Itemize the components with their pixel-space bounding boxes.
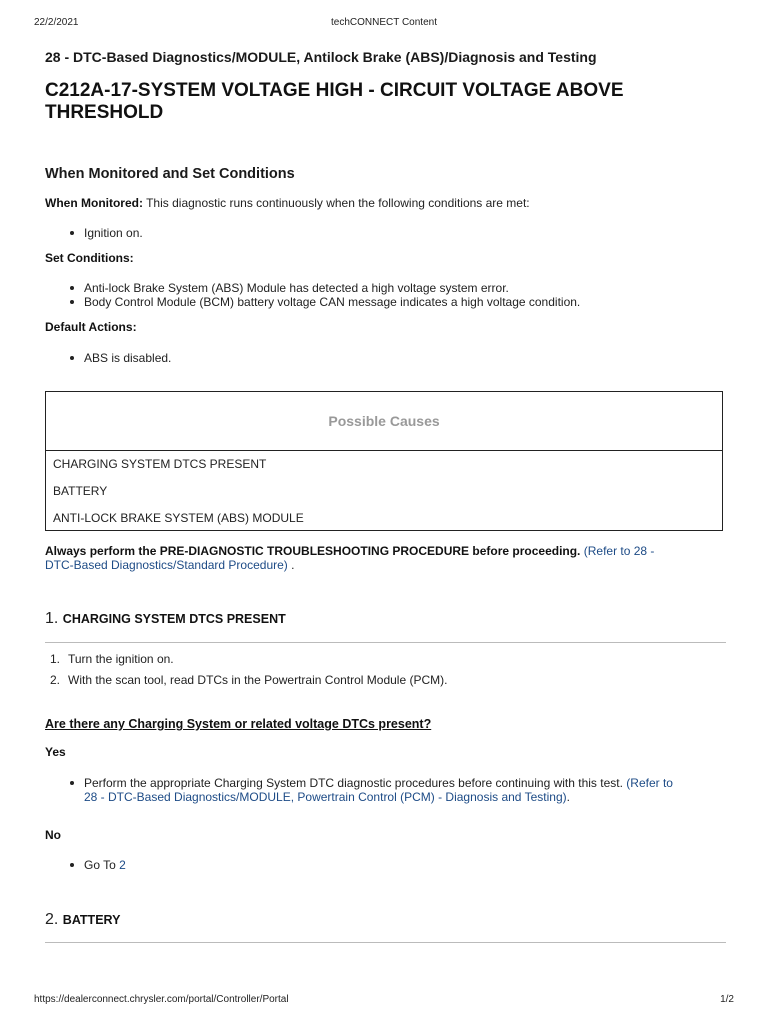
list-item — [45, 649, 725, 670]
step-2-heading — [45, 911, 120, 929]
when-monitored-label: When Monitored: — [45, 196, 143, 210]
yes-list — [45, 776, 725, 804]
yes-link[interactable]: 28 - DTC-Based Diagnostics/MODULE, Powertrain Control (PCM) - Diagnosis and Testing) — [84, 790, 567, 804]
footer-url: https://dealerconnect.chrysler.com/portal/Controller/Portal — [34, 994, 289, 1005]
yes-label: Yes — [45, 745, 66, 759]
step-2-title: BATTERY — [62, 913, 121, 927]
list-item — [45, 670, 725, 691]
pre-diagnostic-link[interactable]: DTC-Based Diagnostics/Standard Procedure) — [45, 558, 288, 572]
default-actions-label: Default Actions: — [45, 320, 137, 334]
default-actions-list — [45, 351, 725, 365]
set-conditions-list — [45, 281, 725, 309]
step-2-number: 2. — [45, 911, 59, 928]
pre-diagnostic-link-start[interactable]: (Refer to 28 - — [583, 544, 655, 558]
print-date: 22/2/2021 — [34, 17, 79, 28]
set-conditions-label: Set Conditions: — [45, 251, 134, 265]
list-item: ABS is disabled. — [45, 351, 725, 365]
list-number: 2. — [50, 673, 61, 687]
pre-diagnostic-tail: . — [287, 558, 295, 572]
pre-diagnostic-note — [45, 544, 725, 572]
list-text: With the scan tool, read DTCs in the Powertrain Control Module (PCM). — [68, 673, 448, 687]
table-row: CHARGING SYSTEM DTCS PRESENT — [53, 457, 267, 471]
when-monitored-text: This diagnostic runs continuously when the following conditions are met: — [142, 196, 530, 210]
list-number: 1. — [50, 652, 61, 666]
step-1-procedure — [45, 649, 725, 691]
divider — [45, 642, 726, 643]
print-app-title: techCONNECT Content — [331, 17, 437, 28]
possible-causes-heading: Possible Causes — [46, 392, 722, 451]
list-text: Turn the ignition on. — [68, 652, 174, 666]
divider — [45, 942, 726, 943]
list-item — [45, 858, 725, 872]
page-title: C212A-17-SYSTEM VOLTAGE HIGH - CIRCUIT VOLTAGE ABOVE THRESHOLD — [45, 80, 624, 123]
list-item: Body Control Module (BCM) battery voltage CAN message indicates a high voltage condition. — [45, 295, 725, 309]
step-1-heading — [45, 610, 286, 628]
no-label: No — [45, 828, 61, 842]
pre-diagnostic-text: Always perform the PRE-DIAGNOSTIC TROUBLESHOOTING PROCEDURE before proceeding. — [45, 544, 584, 558]
no-list — [45, 858, 725, 872]
conditions-heading: When Monitored and Set Conditions — [45, 166, 295, 182]
list-item — [45, 776, 725, 804]
when-monitored-paragraph — [45, 196, 530, 210]
go-to-step-2-link[interactable]: 2 — [119, 858, 126, 872]
table-row: BATTERY — [53, 484, 108, 498]
possible-causes-table — [45, 391, 723, 531]
yes-link-start[interactable]: (Refer to — [626, 776, 673, 790]
list-item: Ignition on. — [45, 226, 725, 240]
list-item: Anti-lock Brake System (ABS) Module has detected a high voltage system error. — [45, 281, 725, 295]
page-number: 1/2 — [720, 994, 734, 1005]
step-1-title: CHARGING SYSTEM DTCS PRESENT — [62, 612, 286, 626]
no-text: Go To — [84, 858, 120, 872]
table-row: ANTI-LOCK BRAKE SYSTEM (ABS) MODULE — [53, 511, 304, 525]
step-1-question: Are there any Charging System or related voltage DTCs present? — [45, 717, 432, 731]
yes-tail: . — [566, 790, 570, 804]
when-monitored-list — [45, 226, 725, 240]
section-breadcrumb: 28 - DTC-Based Diagnostics/MODULE, Antilock Brake (ABS)/Diagnosis and Testing — [45, 49, 597, 65]
step-1-number: 1. — [45, 610, 59, 627]
yes-text: Perform the appropriate Charging System DTC diagnostic procedures before continuing with this test. — [84, 776, 627, 790]
